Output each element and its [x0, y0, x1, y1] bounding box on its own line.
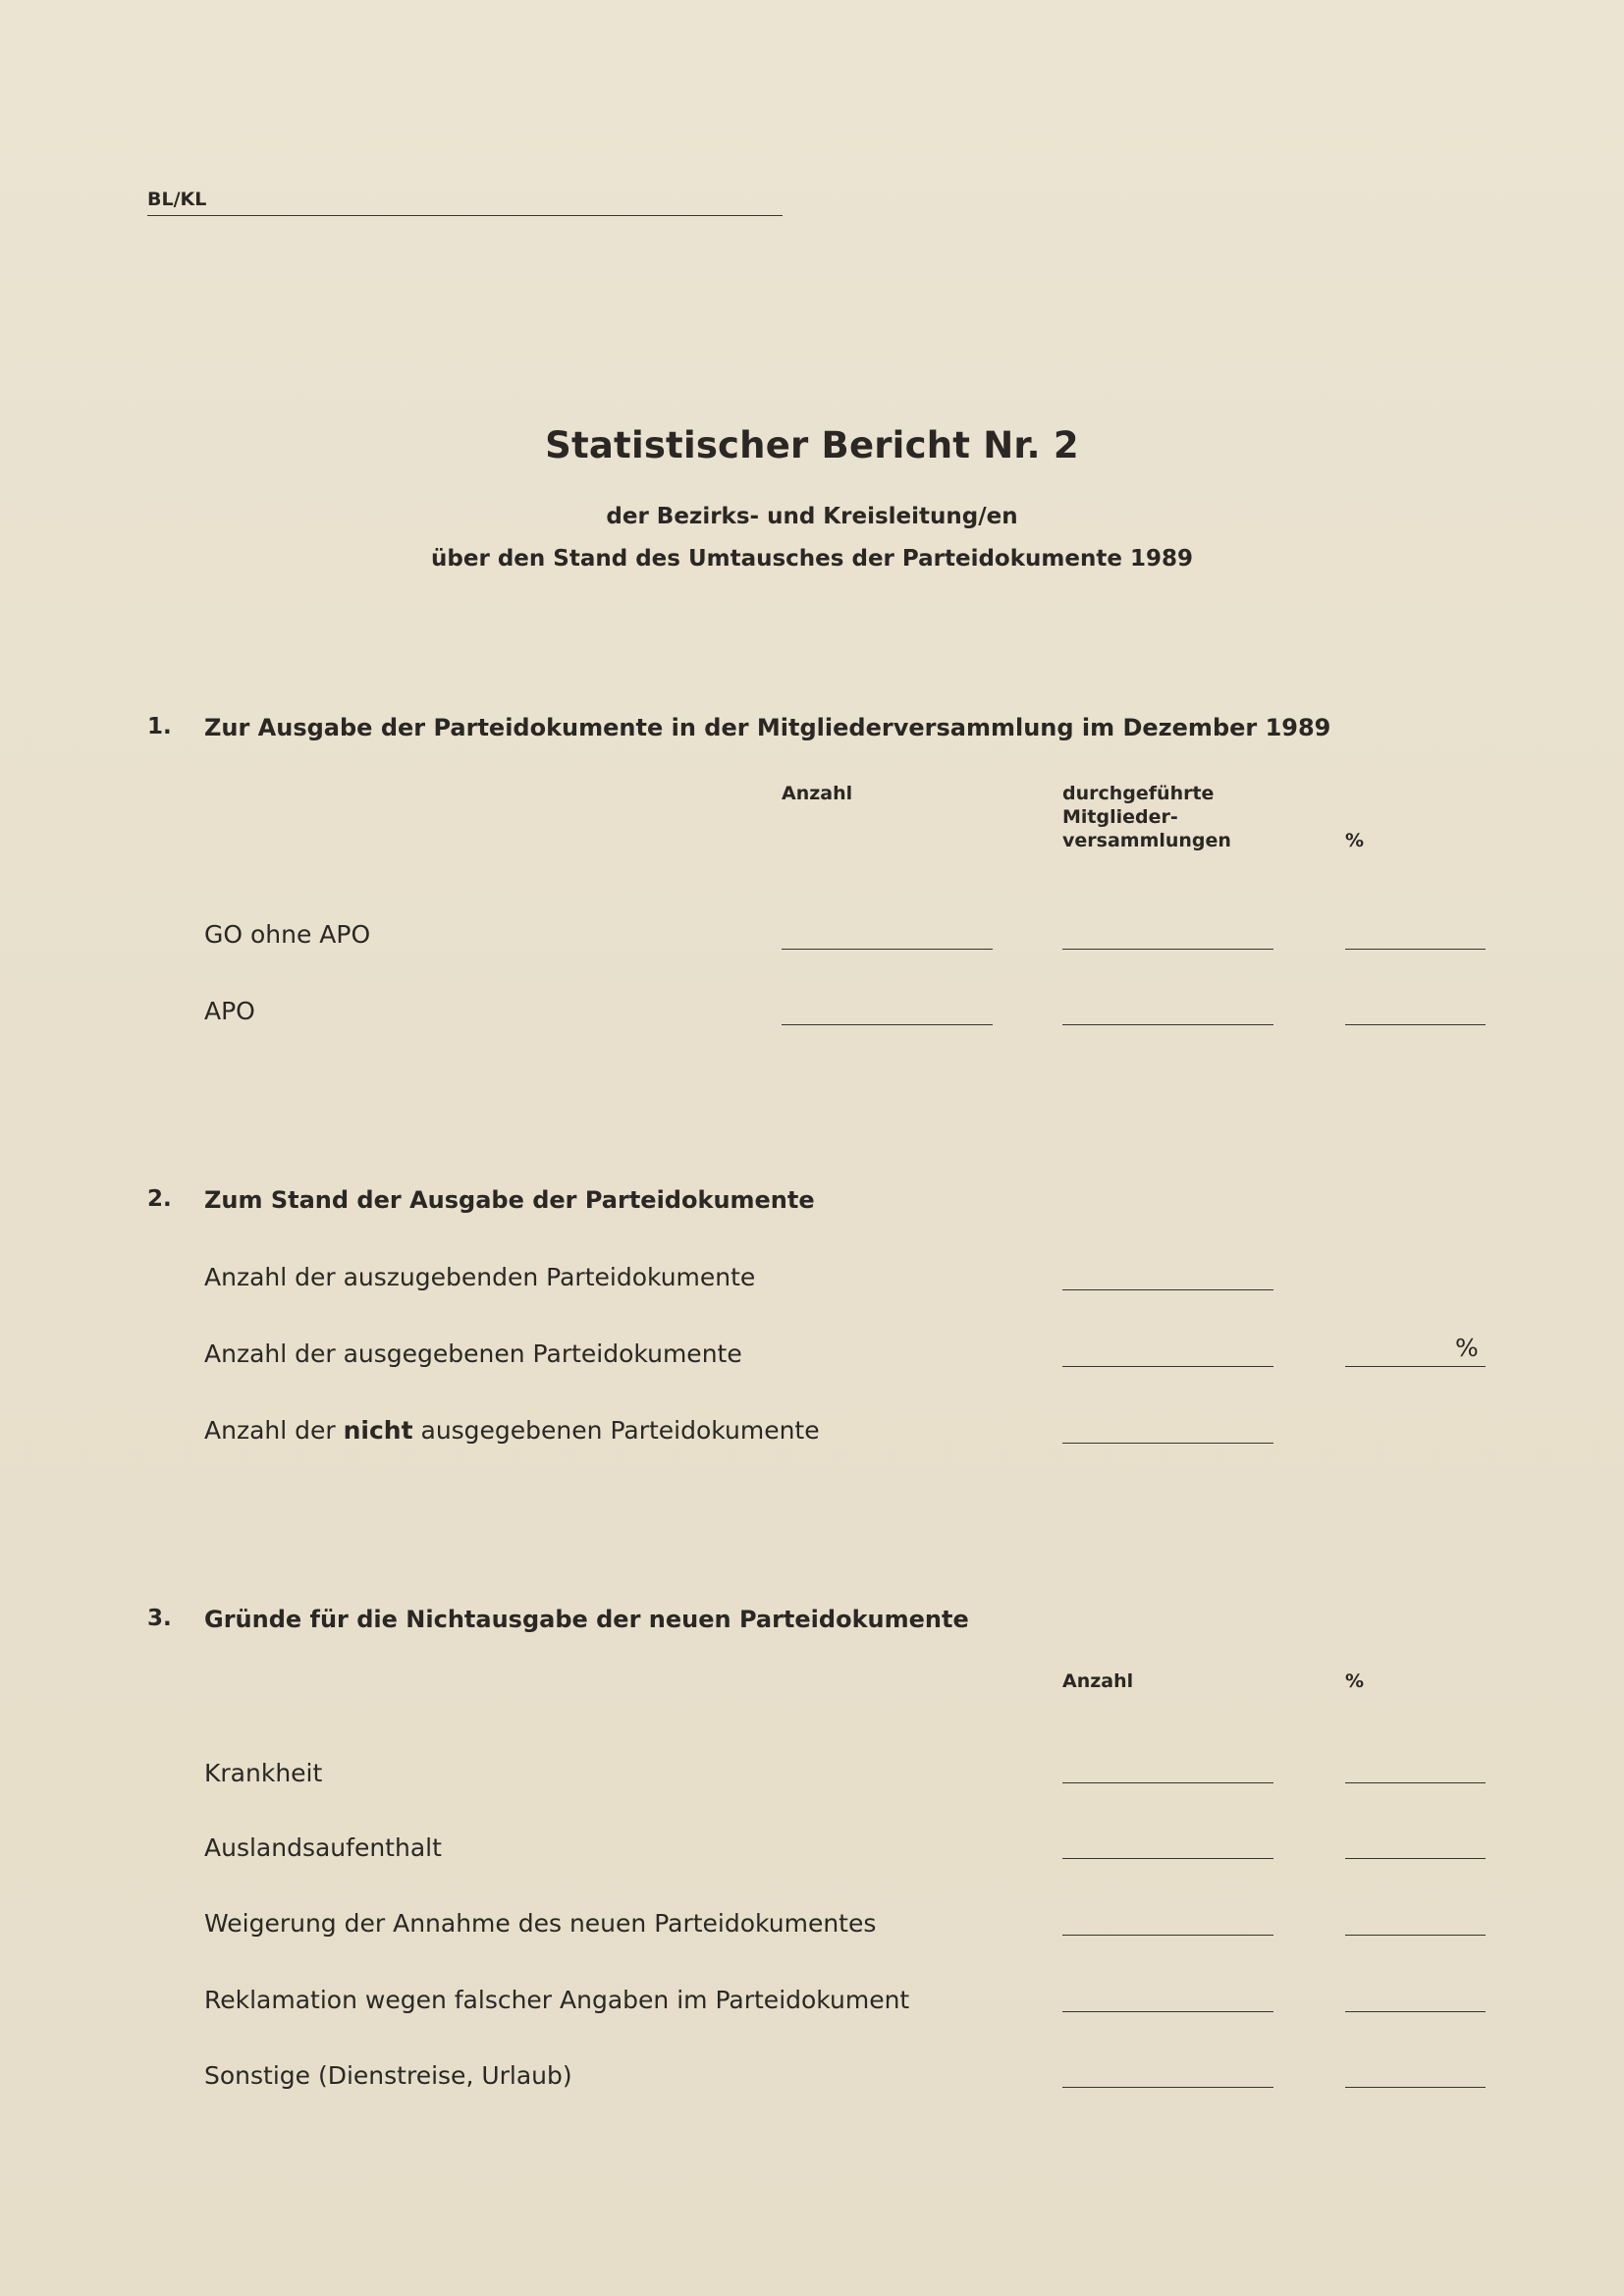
- section-1-col-anzahl: Anzahl: [782, 783, 853, 804]
- section-3-row-1-percent-field[interactable]: [1345, 1782, 1486, 1783]
- section-1-row-1-percent-field[interactable]: [1345, 949, 1486, 950]
- section-3-number: 3.: [147, 1606, 172, 1631]
- section-3-row-3-percent-field[interactable]: [1345, 1935, 1486, 1936]
- section-2-row-auszugebenden: Anzahl der auszugebenden Parteidokumente: [204, 1263, 756, 1291]
- section-3-row-4-anzahl-field[interactable]: [1062, 2011, 1273, 2012]
- section-2-row-2-percent-field[interactable]: [1345, 1366, 1486, 1367]
- section-3-col-percent: %: [1345, 1670, 1365, 1692]
- section-3-row-5-percent-field[interactable]: [1345, 2087, 1486, 2088]
- section-2-row-ausgegebenen: Anzahl der ausgegebenen Parteidokumente: [204, 1339, 742, 1368]
- section-2-title: Zum Stand der Ausgabe der Parteidokumente: [204, 1186, 815, 1214]
- section-3-row-3-anzahl-field[interactable]: [1062, 1935, 1273, 1936]
- section-3-row-5-anzahl-field[interactable]: [1062, 2087, 1273, 2088]
- section-1-col-versammlungen: versammlungen: [1062, 830, 1231, 851]
- section-1-row-2-percent-field[interactable]: [1345, 1024, 1486, 1025]
- section-1-col-durchgefuehrte: durchgeführte: [1062, 783, 1215, 804]
- section-2-row-1-field[interactable]: [1062, 1289, 1273, 1290]
- document-subtitle-line-1: der Bezirks- und Kreisleitung/en: [606, 504, 1018, 529]
- section-3-row-auslandsaufenthalt: Auslandsaufenthalt: [204, 1833, 442, 1862]
- section-1-row-apo: APO: [204, 997, 255, 1025]
- document-title: Statistischer Bericht Nr. 2: [545, 424, 1079, 466]
- section-2-row-3-field[interactable]: [1062, 1443, 1273, 1444]
- section-3-row-reklamation: Reklamation wegen falscher Angaben im Parteidokument: [204, 1986, 910, 2014]
- section-2-row-2-percent-sign: %: [1455, 1334, 1479, 1362]
- section-1-col-mitglieder: Mitglieder-: [1062, 806, 1178, 828]
- section-1-col-percent: %: [1345, 830, 1365, 851]
- section-3-row-4-percent-field[interactable]: [1345, 2011, 1486, 2012]
- section-3-row-2-percent-field[interactable]: [1345, 1858, 1486, 1859]
- section-3-title: Gründe für die Nichtausgabe der neuen Parteidokumente: [204, 1606, 969, 1633]
- section-3-row-2-anzahl-field[interactable]: [1062, 1858, 1273, 1859]
- section-3-row-sonstige: Sonstige (Dienstreise, Urlaub): [204, 2061, 572, 2090]
- section-1-row-1-anzahl-field[interactable]: [782, 949, 993, 950]
- section-1-row-2-anzahl-field[interactable]: [782, 1024, 993, 1025]
- section-2-row-2-field[interactable]: [1062, 1366, 1273, 1367]
- section-1-row-1-versammlungen-field[interactable]: [1062, 949, 1273, 950]
- section-3-row-1-anzahl-field[interactable]: [1062, 1782, 1273, 1783]
- section-3-row-krankheit: Krankheit: [204, 1759, 323, 1787]
- section-1-title: Zur Ausgabe der Parteidokumente in der Mitgliederversammlung im Dezember 1989: [204, 714, 1331, 741]
- document-subtitle-line-2: über den Stand des Umtausches der Parteidokumente 1989: [431, 546, 1193, 572]
- header-fill-line[interactable]: [147, 215, 783, 216]
- section-1-row-2-versammlungen-field[interactable]: [1062, 1024, 1273, 1025]
- section-3-col-anzahl: Anzahl: [1062, 1670, 1134, 1692]
- emphasis-nicht: nicht: [343, 1416, 413, 1445]
- section-2-row-nicht-ausgegebenen: Anzahl der nicht ausgegebenen Parteidokumente: [204, 1416, 820, 1445]
- header-label: BL/KL: [147, 189, 207, 210]
- section-1-number: 1.: [147, 714, 172, 739]
- section-2-number: 2.: [147, 1186, 172, 1212]
- section-3-row-weigerung: Weigerung der Annahme des neuen Parteidokumentes: [204, 1909, 877, 1938]
- section-1-row-go-ohne-apo: GO ohne APO: [204, 920, 371, 949]
